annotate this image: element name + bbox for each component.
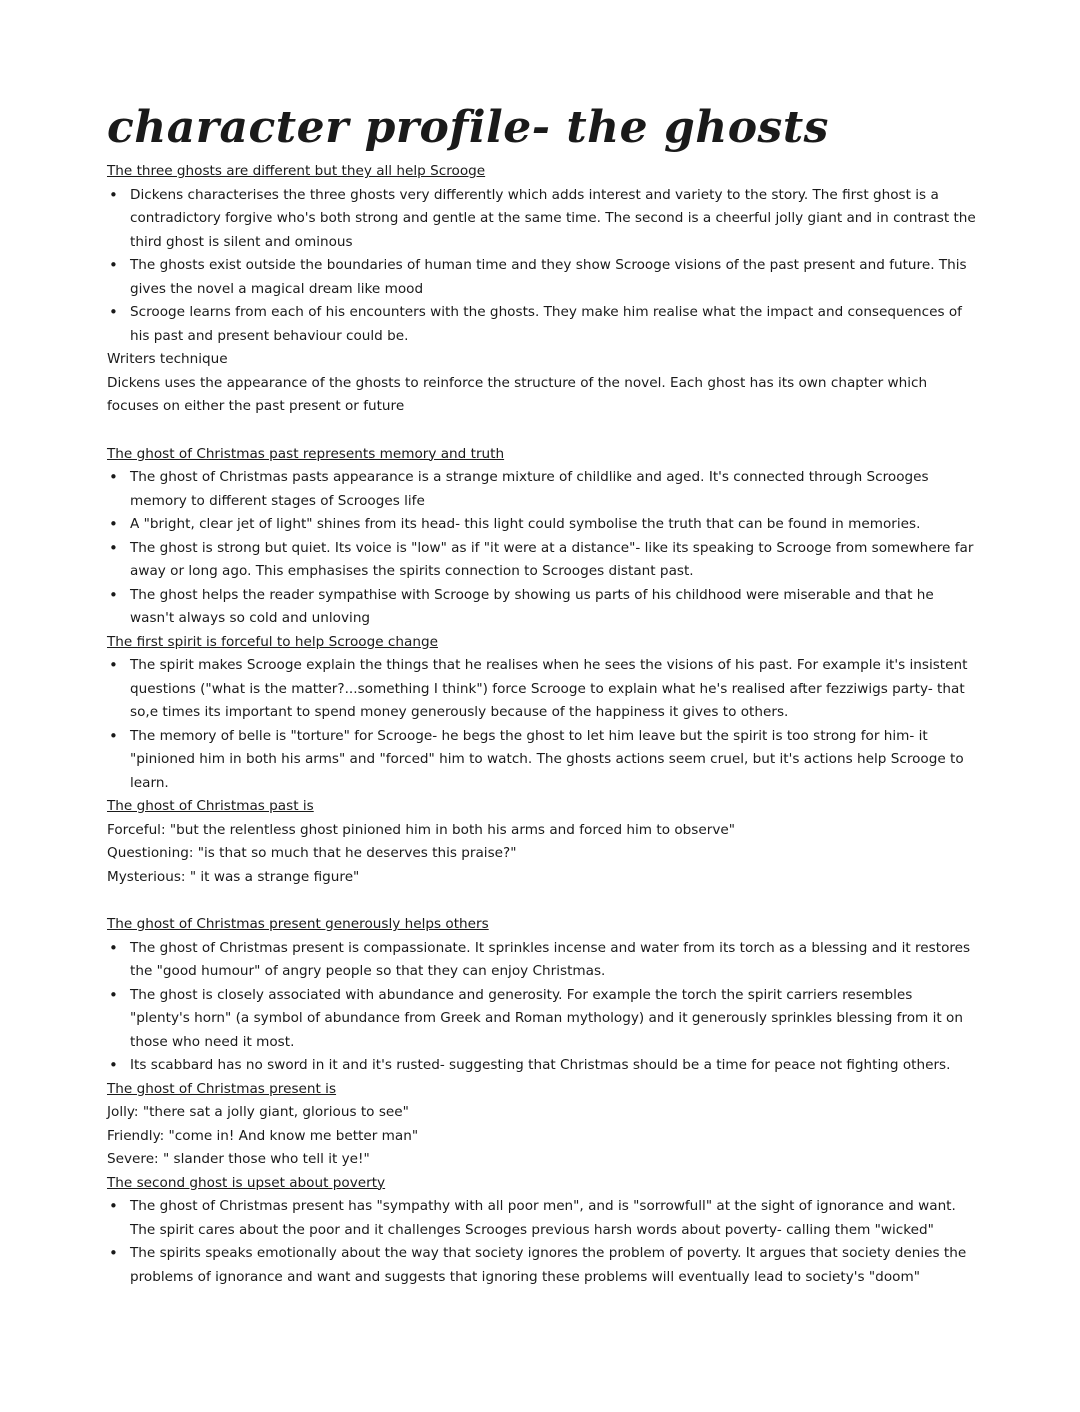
bullet-icon: • [109,938,118,957]
bullet-icon: • [109,185,118,204]
list-item: • Dickens characterises the three ghosts very differently which adds interest and variety to the story. The first ghost is a contradictory forgive who's both strong and gentle at the same time. The second is a cheerful jolly giant and in contrast the third ghost is silent and ominous [109,185,976,250]
trait-line: Jolly: "there sat a jolly giant, glorious to see" [107,1104,409,1120]
list-item: • The ghost is closely associated with abundance and generosity. For example the torch the spirit carriers resembles "plenty's horn" (a symbol of abundance from Greek and Roman mythology) and it generously sprinkles blessing from it on those who need it most. [109,985,963,1050]
section-ghost-past-traits [107,795,976,889]
bullet-icon: • [109,468,118,486]
trait-line: Friendly: "come in! And know me better man" [107,1127,419,1144]
section-ghost-present-traits [107,1078,976,1172]
list-item: • The ghost is strong but quiet. Its voice is "low" as if "it were at a distance"- like its speaking to Scrooge from somewhere far away or long ago. This emphasises the spirits connection to Scrooges distant past. [109,538,974,579]
bullet-list [107,654,976,795]
bullet-list [107,466,976,631]
section-heading: The ghost of Christmas present is [107,1080,337,1097]
bullet-list [107,184,976,349]
list-item: • A "bright, clear jet of light" shines from its head- this light could symbolise the truth that can be found in memories. [107,513,976,537]
section-ghost-past-memory [107,443,976,631]
bullet-icon: • [109,985,118,1004]
section-heading: The ghost of Christmas past is [107,798,314,814]
bullet-icon: • [109,585,118,604]
section-first-spirit-forceful [107,631,976,796]
trait-line: Forceful: "but the relentless ghost pinioned him in both his arms and forced him to observe" [107,821,735,838]
bullet-icon: • [109,726,118,745]
bullet-list [107,1195,976,1289]
bullet-icon: • [109,256,118,274]
section-heading: The ghost of Christmas present generously helps others [107,916,489,932]
bullet-icon: • [109,1244,118,1262]
list-item: • The spirits speaks emotionally about the way that society ignores the problem of poverty. It argues that society denies the problems of ignorance and want and suggests that ignoring these problems will eventually lead to society's "doom" [109,1244,967,1285]
bullet-icon: • [109,1056,118,1074]
list-item: • Scrooge learns from each of his encounters with the ghosts. They make him realise what the impact and consequences of his past and present behaviour could be. [109,303,962,344]
technique-text: Dickens uses the appearance of the ghosts to reinforce the structure of the novel. Each ghost has its own chapter which focuses on either the past present or future [107,374,928,414]
section-three-ghosts [107,160,976,419]
list-item: • The spirit makes Scrooge explain the things that he realises when he sees the visions of his past. For example it's insistent questions ("what is the matter?...something I think") force Scrooge to explain what he's realised after fezziwigs party- that so,e times its important to spend money generously because of the happiness it gives to others. [109,656,968,720]
list-item: • The ghost helps the reader sympathise with Scrooge by showing us parts of his childhood were miserable and that he wasn't always so cold and unloving [109,585,934,626]
section-ghost-present-generous [107,913,976,1078]
section-heading: The ghost of Christmas past represents memory and truth [107,445,505,462]
bullet-icon: • [109,538,118,557]
section-heading: The three ghosts are different but they all help Scrooge [107,163,486,179]
list-item: • The memory of belle is "torture" for Scrooge- he begs the ghost to let him leave but the spirit is too strong for him- it "pinioned him in both his arms" and "forced" him to watch. The ghosts actions seem cruel, but it's actions help Scrooge to learn. [109,726,964,791]
list-item: • The ghost of Christmas present has "sympathy with all poor men", and is "sorrowfull" at the sight of ignorance and want. The spirit cares about the poor and it challenges Scrooges previous harsh words about poverty- calling them "wicked" [109,1197,956,1238]
list-item: • Its scabbard has no sword in it and it's rusted- suggesting that Christmas should be a time for peace not fighting others. [107,1054,976,1078]
technique-label: Writers technique [107,351,228,367]
trait-line: Severe: " slander those who tell it ye!" [107,1151,370,1167]
trait-line: Questioning: "is that so much that he deserves this praise?" [107,845,517,861]
section-heading: The second ghost is upset about poverty [107,1174,386,1191]
list-item: • The ghosts exist outside the boundaries of human time and they show Scrooge visions of the past present and future. This gives the novel a magical dream like mood [109,256,967,297]
bullet-icon: • [109,303,118,321]
list-item: • The ghost of Christmas present is compassionate. It sprinkles incense and water from its torch as a blessing and it restores the "good humour" of angry people so that they can enjoy Christmas. [109,938,971,979]
list-item: • The ghost of Christmas pasts appearance is a strange mixture of childlike and aged. It's connected through Scrooges memory to different stages of Scrooges life [109,468,929,509]
bullet-icon: • [109,515,118,533]
section-second-ghost-poverty [107,1172,976,1290]
page-title: character profile- the ghosts [107,102,829,153]
bullet-list [107,937,976,1078]
trait-line: Mysterious: " it was a strange figure" [107,868,360,885]
bullet-icon: • [109,656,118,674]
section-heading: The first spirit is forceful to help Scrooge change [107,633,438,650]
bullet-icon: • [109,1197,118,1215]
